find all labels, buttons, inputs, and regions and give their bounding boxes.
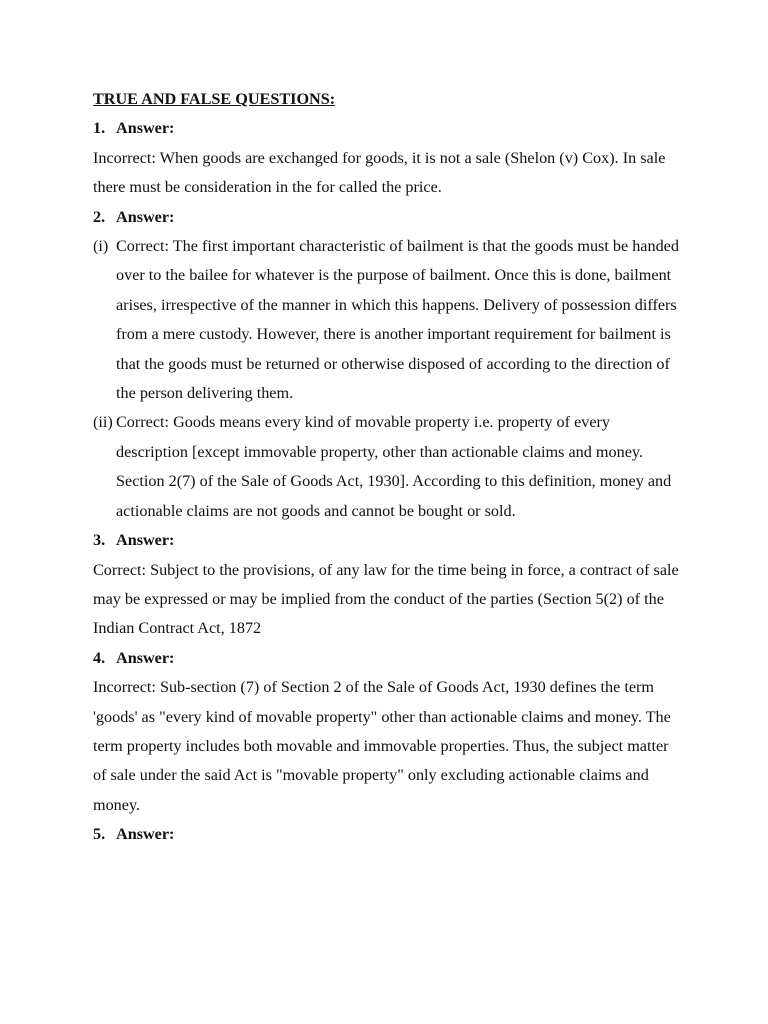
answer-heading-4 (93, 644, 683, 673)
answer-label: Answer: (116, 531, 175, 550)
answer-heading-1 (93, 114, 683, 143)
answer-block-2 (93, 203, 683, 526)
answer-block-4 (93, 644, 683, 820)
answer-number: 2. (93, 207, 106, 226)
answer-text-4: Incorrect: Sub-section (7) of Section 2 of the Sale of Goods Act, 1930 defines the term 'goods' as "every kind of movable property" other than actionable claims and money. The term property includes both movable and immovable properties. Thus, the subject matter of sale under the said Act is "movable property" only excluding actionable claims and money. (93, 678, 671, 814)
item-text: Correct: Goods means every kind of movable property i.e. property of every description [except immovable property, other than actionable claims and money. Section 2(7) of the Sale of Goods Act, 1930]. According to this definition, money and actionable claims are not goods and cannot be bought or sold. (116, 413, 672, 520)
answer-block-5 (93, 820, 683, 849)
answer-text-3: Correct: Subject to the provisions, of any law for the time being in force, a contract of sale may be expressed or may be implied from the conduct of the parties (Section 5(2) of the Indian Contract Act, 1872 (93, 560, 679, 638)
answer-heading-2 (93, 203, 683, 232)
document-page (93, 85, 683, 850)
answer-number: 1. (93, 119, 106, 138)
answer-number: 5. (93, 825, 106, 844)
answer-number: 3. (93, 531, 106, 550)
answer-block-1 (93, 114, 683, 202)
answer-label: Answer: (116, 825, 175, 844)
item-marker: (i) (93, 237, 109, 256)
answer-2-item-ii (93, 408, 683, 526)
item-marker: (ii) (93, 413, 113, 432)
answer-heading-3 (93, 526, 683, 555)
answer-text-1: Incorrect: When goods are exchanged for goods, it is not a sale (Shelon (v) Cox). In sale there must be consideration in the for called the price. (93, 148, 666, 197)
answer-2-item-i (93, 232, 683, 408)
answer-block-3 (93, 526, 683, 644)
document-heading: TRUE AND FALSE QUESTIONS: (93, 90, 336, 108)
item-text: Correct: The first important characteristic of bailment is that the goods must be handed over to the bailee for whatever is the purpose of bailment. Once this is done, bailment arises, irrespective of the manner in which this happens. Delivery of possession differs from a mere custody. However, there is another important requirement for bailment is that the goods must be returned or otherwise disposed of according to the direction of the person delivering them. (116, 237, 679, 403)
answer-label: Answer: (116, 119, 175, 138)
answer-heading-5 (93, 820, 683, 849)
answer-label: Answer: (116, 648, 175, 667)
answer-number: 4. (93, 648, 106, 667)
answer-label: Answer: (116, 207, 175, 226)
